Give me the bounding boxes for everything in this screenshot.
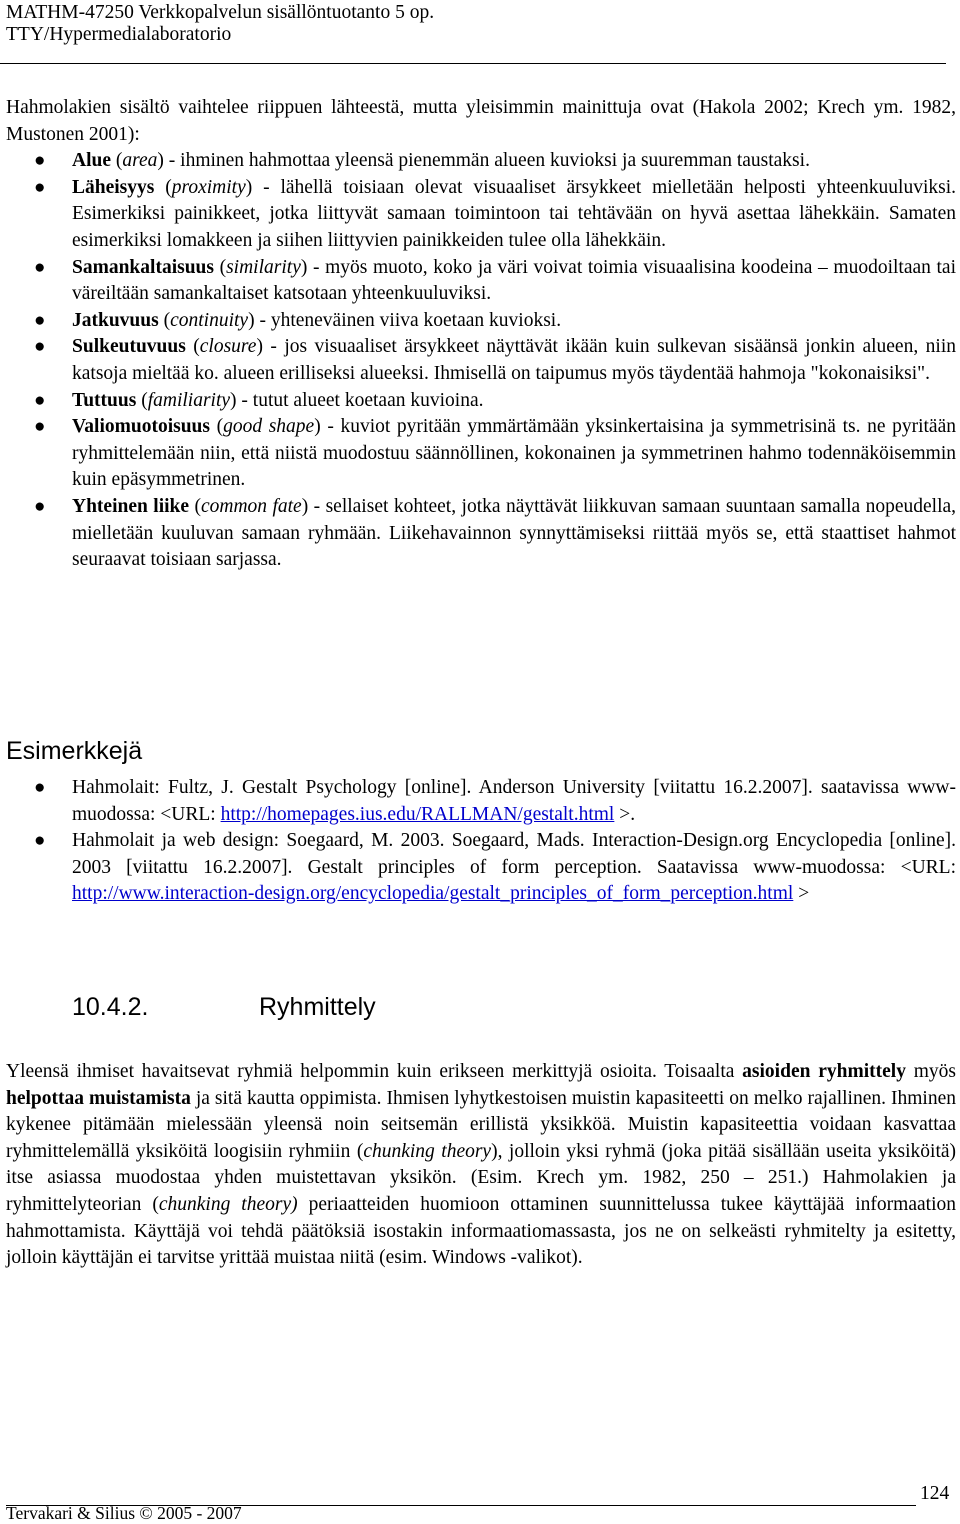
example-item: ● Hahmolait ja web design: Soegaard, M. 2003. Soegaard, Mads. Interaction-Design.org Encyclopedia [online]. 2003 [viitattu 16.2.2007]. Gestalt principles of form perception. Saatavissa www-muodossa: <URL: http://www.interaction-design.org/encyclopedia/gestalt_principles_of_form_perception.html >: [34, 830, 956, 905]
section-number: 10.4.2.: [72, 993, 149, 1021]
law-item-good-shape: ● Valiomuotoisuus (good shape) - kuviot pyritään ymmärtämään yksinkertaisina ja symmetrisinä ts. ne pyritään ryhmittelemään niin, että niistä muodostuu säännöllinen, kokonainen ja symmetrinen hahmo todennäköisemmin kuin epäsymmetrinen.: [34, 416, 956, 491]
gestalt-law-list: [6, 148, 956, 574]
course-title: MATHM-47250 Verkkopalvelun sisällöntuotanto 5 op.: [6, 2, 435, 23]
law-item-area: ● Alue (area) - ihminen hahmottaa yleensä pienemmän alueen kuvioksi ja suuremman taustaksi.: [6, 148, 956, 175]
section-title: Ryhmittely: [259, 993, 376, 1021]
law-item-continuity: ● Jatkuvuus (continuity) - yhteneväinen viiva koetaan kuvioksi.: [6, 308, 956, 335]
example-item: ● Hahmolait: Fultz, J. Gestalt Psychology [online]. Anderson University [viitattu 16.2.2007]. saatavissa www-muodossa: <URL: http://homepages.ius.edu/RALLMAN/gestalt.html >.: [34, 777, 956, 825]
grouping-heading-wrap: [6, 993, 956, 1022]
examples-list: [6, 775, 956, 908]
footer-copyright: Tervakari & Silius © 2005 - 2007: [6, 1503, 242, 1523]
header-divider: [0, 63, 946, 64]
bullet-icon: ●: [34, 309, 46, 331]
department: TTY/Hypermedialaboratorio: [6, 24, 232, 45]
gestalt-laws-section: [6, 95, 956, 574]
bullet-icon: ●: [34, 416, 46, 438]
interaction-design-link[interactable]: http://www.interaction-design.org/encyclopedia/gestalt_principles_of_form_perception.html: [72, 883, 794, 905]
law-item-similarity: ● Samankaltaisuus (similarity) - myös muoto, koko ja väri voivat toimia visuaalisina koodeina – muodoiltaan tai väreiltään samankaltaiset katsotaan yhteenkuuluviksi.: [34, 256, 956, 305]
bullet-icon: ●: [34, 150, 46, 172]
page-number: 124: [920, 1483, 950, 1504]
bullet-icon: ●: [34, 830, 46, 852]
intro-paragraph: Hahmolakien sisältö vaihtelee riippuen lähteestä, mutta yleisimmin mainittuja ovat (Hakola 2002; Krech ym. 1982, Mustonen 2001):: [6, 97, 956, 145]
bullet-icon: ●: [34, 389, 46, 411]
law-item-proximity: ● Läheisyys (proximity) - lähellä toisiaan olevat visuaaliset ärsykkeet mielletään helposti yhteenkuuluviksi. Esimerkiksi painikkeet, jotka liittyvät samaan toimintoon tai tehtävään on hyvä asettaa lähekkäin. Samaten esimerkiksi lomakkeen ja siihen liittyvien painikkeiden tulee olla lähekkäin.: [34, 176, 956, 251]
bullet-icon: ●: [34, 176, 46, 198]
law-item-familiarity: ● Tuttuus (familiarity) - tutut alueet koetaan kuvioina.: [6, 388, 956, 415]
law-item-closure: ● Sulkeutuvuus (closure) - jos visuaaliset ärsykkeet näyttävät ikään kuin sulkevan sisäänsä jonkin alueen, niin katsoja mieltää ko. alueen erilliseksi alueeksi. Ihmisellä on taipumus myös täydentää hahmoja "kokonaisiksi".: [34, 336, 956, 384]
bullet-icon: ●: [34, 256, 46, 278]
page-header: [6, 2, 946, 46]
law-item-common-fate: ● Yhteinen liike (common fate) - sellaiset kohteet, jotka näyttävät liikkuvan samaan suuntaan samalla nopeudella, mielletään kuuluvan samaan ryhmään. Liikehavainnon synnyttämiseksi riittää myös se, että staattiset hahmot seuraavat toisiaan sarjassa.: [34, 495, 957, 571]
bullet-icon: ●: [34, 336, 46, 358]
grouping-paragraph: Yleensä ihmiset havaitsevat ryhmiä helpommin kuin erikseen merkittyjä osioita. Toisaalta asioiden ryhmittely myös helpottaa muistamista ja sitä kautta oppimista. Ihmisen lyhytkestoisen muistin kapasiteetti on melko rajallinen. Ihminen kykenee pitämään mielessään yleensä noin seitsemän erillistä yksikköä. Muistin kapasiteettia voidaan kasvattaa ryhmittelemällä yksiköitä loogisiin ryhmiin (chunking theory), jolloin yksi ryhmä (joka pitää sisällään useita yksiköitä) itse asiassa muodostaa yhden muistettavan yksikön. (Esim. Krech ym. 1982, 250 – 251.) Hahmolakien ja ryhmittelyteorian (chunking theory) periaatteiden huomioon ottaminen suunnittelussa tukee käyttäjää informaation hahmottamista. Käyttäjä voi tehdä päätöksiä isostakin informaatiomassasta, jos ne on selkeästi ryhmitelty ja esitetty, jolloin käyttäjän ei tarvitse yrittää muistaa niitä (esim. Windows -valikot).: [6, 1061, 957, 1269]
bullet-icon: ●: [34, 777, 46, 798]
examples-section: [6, 737, 956, 908]
section-heading: [6, 993, 956, 1022]
bullet-icon: ●: [34, 495, 46, 517]
grouping-section: [6, 1059, 956, 1272]
examples-heading: Esimerkkejä: [6, 737, 143, 765]
gestalt-link[interactable]: http://homepages.ius.edu/RALLMAN/gestalt.html: [220, 803, 615, 825]
